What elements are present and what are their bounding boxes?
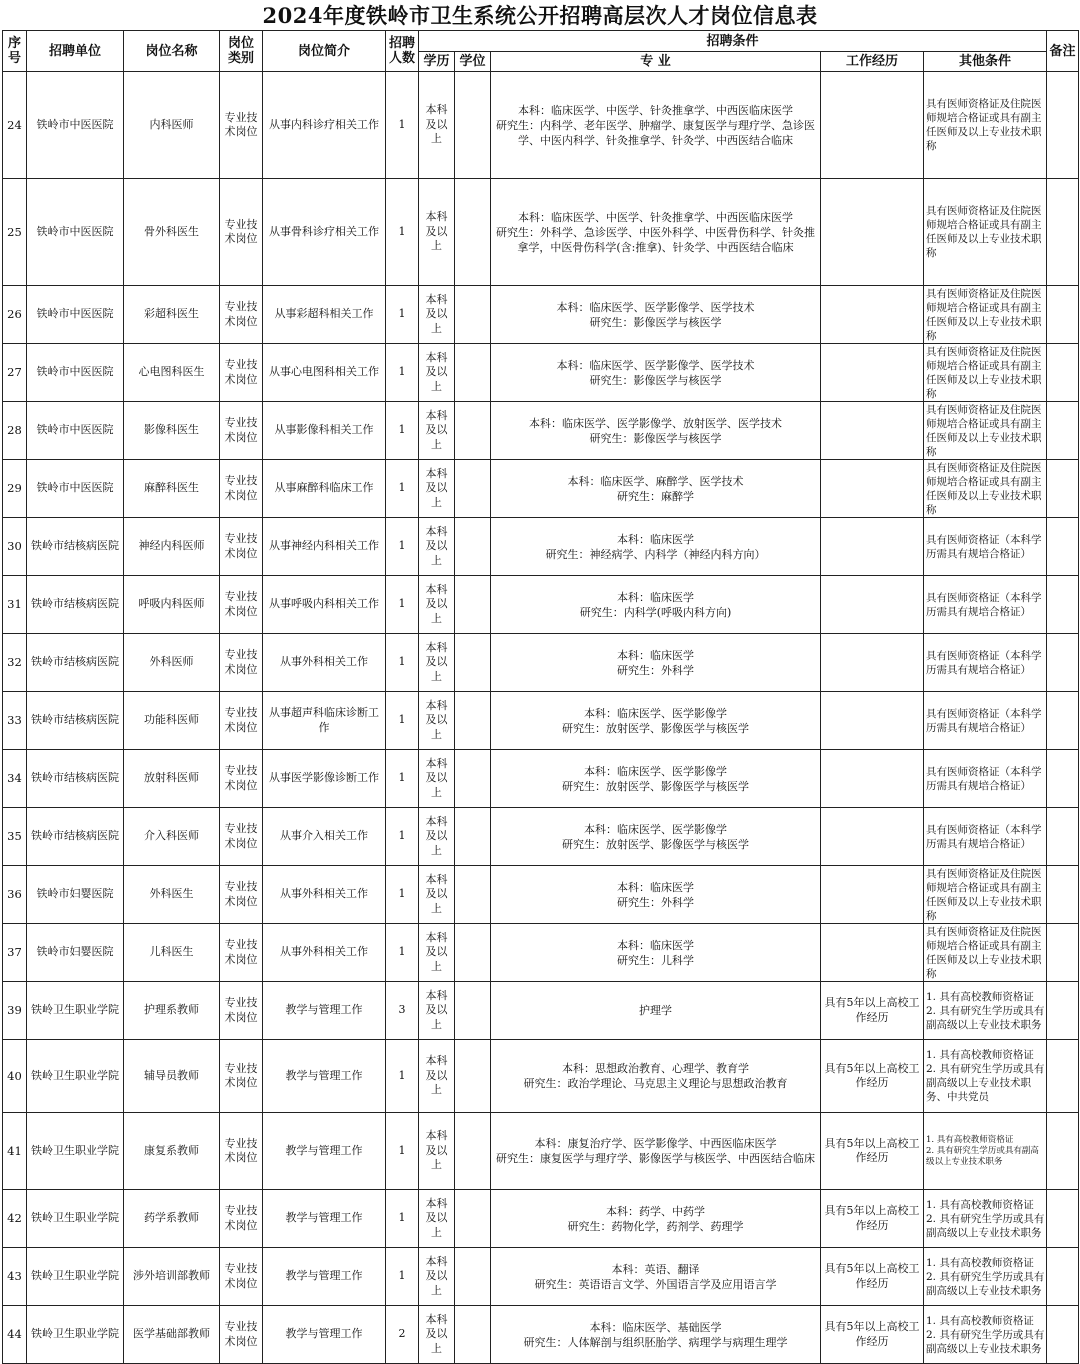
cell-experience xyxy=(821,460,924,518)
cell-education: 本科及以上 xyxy=(419,1248,455,1306)
cell-major: 本科：临床医学 研究生：外科学 xyxy=(491,866,821,924)
table-row xyxy=(3,576,1079,634)
cell-other: 1. 具有高校教师资格证 2. 具有研究生学历或具有副高级以上专业技术职务 xyxy=(924,1190,1047,1248)
cell-position: 骨外科医生 xyxy=(124,179,220,286)
cell-education: 本科及以上 xyxy=(419,924,455,982)
cell-education: 本科及以上 xyxy=(419,576,455,634)
cell-degree xyxy=(455,1190,491,1248)
header-intro: 岗位简介 xyxy=(263,31,386,72)
cell-position: 外科医生 xyxy=(124,866,220,924)
cell-remark xyxy=(1047,344,1079,402)
cell-intro: 教学与管理工作 xyxy=(263,982,386,1040)
table-row xyxy=(3,866,1079,924)
cell-experience xyxy=(821,634,924,692)
cell-count: 1 xyxy=(386,924,419,982)
cell-experience: 具有5年以上高校工作经历 xyxy=(821,982,924,1040)
cell-seq: 34 xyxy=(3,750,27,808)
table-row xyxy=(3,1113,1079,1190)
cell-other: 具有医师资格证（本科学历需具有规培合格证） xyxy=(924,634,1047,692)
cell-intro: 从事心电图科相关工作 xyxy=(263,344,386,402)
cell-remark xyxy=(1047,866,1079,924)
cell-unit: 铁岭市结核病医院 xyxy=(27,634,124,692)
cell-experience xyxy=(821,402,924,460)
cell-position: 儿科医生 xyxy=(124,924,220,982)
table-row xyxy=(3,460,1079,518)
cell-remark xyxy=(1047,1248,1079,1306)
cell-count: 1 xyxy=(386,1040,419,1113)
cell-seq: 27 xyxy=(3,344,27,402)
cell-remark xyxy=(1047,808,1079,866)
cell-position: 辅导员教师 xyxy=(124,1040,220,1113)
cell-remark xyxy=(1047,924,1079,982)
cell-major: 本科：临床医学、麻醉学、医学技术 研究生：麻醉学 xyxy=(491,460,821,518)
cell-unit: 铁岭市中医医院 xyxy=(27,286,124,344)
cell-intro: 从事神经内科相关工作 xyxy=(263,518,386,576)
cell-degree xyxy=(455,692,491,750)
cell-seq: 35 xyxy=(3,808,27,866)
cell-count: 1 xyxy=(386,1190,419,1248)
cell-other: 1. 具有高校教师资格证 2. 具有研究生学历或具有副高级以上专业技术职务 xyxy=(924,982,1047,1040)
cell-category: 专业技术岗位 xyxy=(220,1040,263,1113)
cell-unit: 铁岭市结核病医院 xyxy=(27,576,124,634)
cell-intro: 教学与管理工作 xyxy=(263,1113,386,1190)
cell-seq: 31 xyxy=(3,576,27,634)
cell-intro: 从事麻醉科临床工作 xyxy=(263,460,386,518)
table-row xyxy=(3,286,1079,344)
page-title: 2024年度铁岭市卫生系统公开招聘高层次人才岗位信息表 xyxy=(262,3,818,28)
cell-remark xyxy=(1047,750,1079,808)
cell-degree xyxy=(455,1248,491,1306)
cell-education: 本科及以上 xyxy=(419,518,455,576)
cell-degree xyxy=(455,286,491,344)
cell-experience: 具有5年以上高校工作经历 xyxy=(821,1113,924,1190)
cell-count: 1 xyxy=(386,576,419,634)
cell-unit: 铁岭市中医医院 xyxy=(27,460,124,518)
cell-education: 本科及以上 xyxy=(419,344,455,402)
cell-unit: 铁岭卫生职业学院 xyxy=(27,1306,124,1364)
cell-unit: 铁岭市妇婴医院 xyxy=(27,924,124,982)
cell-other: 具有医师资格证（本科学历需具有规培合格证） xyxy=(924,692,1047,750)
cell-degree xyxy=(455,1306,491,1364)
table-row xyxy=(3,1040,1079,1113)
cell-major: 本科：临床医学、中医学、针灸推拿学、中西医临床医学 研究生：内科学、老年医学、肿瘤学、康复医学与理疗学、急诊医学、中医内科学、针灸推拿学、针灸学、中西医结合临床 xyxy=(491,72,821,179)
cell-category: 专业技术岗位 xyxy=(220,344,263,402)
header-experience: 工作经历 xyxy=(821,52,924,72)
cell-remark xyxy=(1047,1113,1079,1190)
cell-other: 具有医师资格证及住院医师规培合格证或具有副主任医师及以上专业技术职称 xyxy=(924,72,1047,179)
cell-category: 专业技术岗位 xyxy=(220,576,263,634)
cell-remark xyxy=(1047,286,1079,344)
cell-degree xyxy=(455,866,491,924)
header-conditions: 招聘条件 xyxy=(419,31,1047,52)
cell-count: 3 xyxy=(386,982,419,1040)
cell-category: 专业技术岗位 xyxy=(220,692,263,750)
cell-category: 专业技术岗位 xyxy=(220,72,263,179)
cell-experience xyxy=(821,286,924,344)
cell-count: 1 xyxy=(386,692,419,750)
cell-count: 1 xyxy=(386,286,419,344)
cell-education: 本科及以上 xyxy=(419,634,455,692)
cell-intro: 从事超声科临床诊断工作 xyxy=(263,692,386,750)
table-row xyxy=(3,924,1079,982)
cell-category: 专业技术岗位 xyxy=(220,179,263,286)
cell-position: 药学系教师 xyxy=(124,1190,220,1248)
header-major: 专 业 xyxy=(491,52,821,72)
cell-unit: 铁岭卫生职业学院 xyxy=(27,1248,124,1306)
cell-remark xyxy=(1047,518,1079,576)
cell-education: 本科及以上 xyxy=(419,1190,455,1248)
cell-education: 本科及以上 xyxy=(419,286,455,344)
table-row xyxy=(3,692,1079,750)
cell-unit: 铁岭市中医医院 xyxy=(27,402,124,460)
header-unit: 招聘单位 xyxy=(27,31,124,72)
cell-major: 本科：英语、翻译 研究生：英语语言文学、外国语言学及应用语言学 xyxy=(491,1248,821,1306)
cell-other: 1. 具有高校教师资格证 2. 具有研究生学历或具有副高级以上专业技术职务、中共党员 xyxy=(924,1040,1047,1113)
cell-category: 专业技术岗位 xyxy=(220,1248,263,1306)
cell-other: 具有医师资格证及住院医师规培合格证或具有副主任医师及以上专业技术职称 xyxy=(924,179,1047,286)
cell-remark xyxy=(1047,1190,1079,1248)
cell-education: 本科及以上 xyxy=(419,808,455,866)
cell-degree xyxy=(455,1040,491,1113)
cell-major: 本科：临床医学、医学影像学 研究生：放射医学、影像医学与核医学 xyxy=(491,692,821,750)
cell-position: 神经内科医师 xyxy=(124,518,220,576)
cell-degree xyxy=(455,634,491,692)
cell-count: 1 xyxy=(386,518,419,576)
cell-education: 本科及以上 xyxy=(419,460,455,518)
cell-position: 呼吸内科医师 xyxy=(124,576,220,634)
cell-other: 具有医师资格证（本科学历需具有规培合格证） xyxy=(924,518,1047,576)
cell-category: 专业技术岗位 xyxy=(220,866,263,924)
header-count: 招聘人数 xyxy=(386,31,419,72)
cell-intro: 从事外科相关工作 xyxy=(263,866,386,924)
header-degree: 学位 xyxy=(455,52,491,72)
cell-count: 1 xyxy=(386,179,419,286)
cell-seq: 30 xyxy=(3,518,27,576)
cell-category: 专业技术岗位 xyxy=(220,286,263,344)
cell-major: 本科：临床医学、基础医学 研究生：人体解剖与组织胚胎学、病理学与病理生理学 xyxy=(491,1306,821,1364)
cell-seq: 32 xyxy=(3,634,27,692)
cell-unit: 铁岭卫生职业学院 xyxy=(27,1190,124,1248)
header-education: 学历 xyxy=(419,52,455,72)
cell-other: 具有医师资格证及住院医师规培合格证或具有副主任医师及以上专业技术职称 xyxy=(924,402,1047,460)
cell-other: 具有医师资格证（本科学历需具有规培合格证） xyxy=(924,808,1047,866)
cell-seq: 36 xyxy=(3,866,27,924)
cell-position: 外科医师 xyxy=(124,634,220,692)
header-category: 岗位类别 xyxy=(220,31,263,72)
cell-position: 功能科医师 xyxy=(124,692,220,750)
cell-major: 本科：思想政治教育、心理学、教育学 研究生：政治学理论、马克思主义理论与思想政治教育 xyxy=(491,1040,821,1113)
header-remark: 备注 xyxy=(1047,31,1079,72)
cell-experience xyxy=(821,344,924,402)
cell-seq: 25 xyxy=(3,179,27,286)
cell-degree xyxy=(455,808,491,866)
cell-position: 护理系教师 xyxy=(124,982,220,1040)
cell-other: 1. 具有高校教师资格证 2. 具有研究生学历或具有副高级以上专业技术职务 xyxy=(924,1306,1047,1364)
cell-unit: 铁岭市结核病医院 xyxy=(27,750,124,808)
cell-seq: 42 xyxy=(3,1190,27,1248)
cell-category: 专业技术岗位 xyxy=(220,402,263,460)
cell-unit: 铁岭市中医医院 xyxy=(27,179,124,286)
cell-position: 影像科医生 xyxy=(124,402,220,460)
cell-degree xyxy=(455,750,491,808)
cell-unit: 铁岭卫生职业学院 xyxy=(27,1040,124,1113)
cell-category: 专业技术岗位 xyxy=(220,518,263,576)
cell-remark xyxy=(1047,1306,1079,1364)
cell-education: 本科及以上 xyxy=(419,866,455,924)
cell-experience xyxy=(821,692,924,750)
cell-other: 具有医师资格证（本科学历需具有规培合格证） xyxy=(924,576,1047,634)
cell-intro: 教学与管理工作 xyxy=(263,1248,386,1306)
header-row-1 xyxy=(3,31,1079,52)
cell-degree xyxy=(455,179,491,286)
cell-education: 本科及以上 xyxy=(419,1306,455,1364)
cell-experience xyxy=(821,518,924,576)
cell-seq: 29 xyxy=(3,460,27,518)
cell-major: 本科：临床医学 研究生：外科学 xyxy=(491,634,821,692)
cell-major: 本科：临床医学 研究生：神经病学、内科学（神经内科方向） xyxy=(491,518,821,576)
table-row xyxy=(3,1190,1079,1248)
cell-remark xyxy=(1047,634,1079,692)
cell-intro: 从事内科诊疗相关工作 xyxy=(263,72,386,179)
cell-seq: 41 xyxy=(3,1113,27,1190)
cell-other: 具有医师资格证（本科学历需具有规培合格证） xyxy=(924,750,1047,808)
cell-category: 专业技术岗位 xyxy=(220,634,263,692)
cell-degree xyxy=(455,72,491,179)
cell-education: 本科及以上 xyxy=(419,179,455,286)
cell-major: 本科：临床医学 研究生：内科学(呼吸内科方向) xyxy=(491,576,821,634)
cell-remark xyxy=(1047,179,1079,286)
cell-remark xyxy=(1047,460,1079,518)
cell-degree xyxy=(455,460,491,518)
cell-education: 本科及以上 xyxy=(419,750,455,808)
cell-position: 放射科医师 xyxy=(124,750,220,808)
cell-category: 专业技术岗位 xyxy=(220,1306,263,1364)
cell-remark xyxy=(1047,1040,1079,1113)
cell-intro: 从事彩超科相关工作 xyxy=(263,286,386,344)
cell-experience: 具有5年以上高校工作经历 xyxy=(821,1040,924,1113)
cell-unit: 铁岭市结核病医院 xyxy=(27,518,124,576)
cell-other: 具有医师资格证及住院医师规培合格证或具有副主任医师及以上专业技术职称 xyxy=(924,460,1047,518)
cell-experience: 具有5年以上高校工作经历 xyxy=(821,1248,924,1306)
table-row xyxy=(3,179,1079,286)
cell-degree xyxy=(455,518,491,576)
header-other: 其他条件 xyxy=(924,52,1047,72)
cell-category: 专业技术岗位 xyxy=(220,460,263,518)
cell-experience xyxy=(821,750,924,808)
cell-intro: 教学与管理工作 xyxy=(263,1040,386,1113)
cell-intro: 从事介入相关工作 xyxy=(263,808,386,866)
cell-position: 内科医师 xyxy=(124,72,220,179)
cell-intro: 从事外科相关工作 xyxy=(263,924,386,982)
cell-unit: 铁岭市中医医院 xyxy=(27,72,124,179)
cell-intro: 教学与管理工作 xyxy=(263,1306,386,1364)
cell-education: 本科及以上 xyxy=(419,1040,455,1113)
cell-major: 本科：临床医学、医学影像学、放射医学、医学技术 研究生：影像医学与核医学 xyxy=(491,402,821,460)
cell-other: 具有医师资格证及住院医师规培合格证或具有副主任医师及以上专业技术职称 xyxy=(924,866,1047,924)
cell-intro: 教学与管理工作 xyxy=(263,1190,386,1248)
cell-degree xyxy=(455,982,491,1040)
cell-position: 康复系教师 xyxy=(124,1113,220,1190)
cell-category: 专业技术岗位 xyxy=(220,1190,263,1248)
cell-degree xyxy=(455,1113,491,1190)
cell-education: 本科及以上 xyxy=(419,402,455,460)
cell-count: 1 xyxy=(386,402,419,460)
cell-unit: 铁岭市中医医院 xyxy=(27,344,124,402)
cell-major: 本科：临床医学、医学影像学 研究生：放射医学、影像医学与核医学 xyxy=(491,808,821,866)
cell-major: 本科：康复治疗学、医学影像学、中西医临床医学 研究生：康复医学与理疗学、影像医学与核医学、中西医结合临床 xyxy=(491,1113,821,1190)
cell-experience xyxy=(821,576,924,634)
table-row xyxy=(3,982,1079,1040)
cell-count: 1 xyxy=(386,866,419,924)
cell-degree xyxy=(455,402,491,460)
cell-count: 1 xyxy=(386,750,419,808)
cell-position: 心电图科医生 xyxy=(124,344,220,402)
cell-category: 专业技术岗位 xyxy=(220,750,263,808)
cell-category: 专业技术岗位 xyxy=(220,982,263,1040)
table-row xyxy=(3,1248,1079,1306)
cell-position: 麻醉科医生 xyxy=(124,460,220,518)
cell-major: 本科：临床医学、医学影像学 研究生：放射医学、影像医学与核医学 xyxy=(491,750,821,808)
cell-other: 1. 具有高校教师资格证 2. 具有研究生学历或具有副高级以上专业技术职务 xyxy=(924,1113,1047,1190)
cell-intro: 从事影像科相关工作 xyxy=(263,402,386,460)
cell-other: 具有医师资格证及住院医师规培合格证或具有副主任医师及以上专业技术职称 xyxy=(924,344,1047,402)
cell-other: 具有医师资格证及住院医师规培合格证或具有副主任医师及以上专业技术职称 xyxy=(924,924,1047,982)
cell-count: 1 xyxy=(386,1113,419,1190)
cell-count: 2 xyxy=(386,1306,419,1364)
table-row xyxy=(3,1306,1079,1364)
cell-count: 1 xyxy=(386,344,419,402)
header-seq: 序号 xyxy=(3,31,27,72)
cell-education: 本科及以上 xyxy=(419,982,455,1040)
cell-other: 1. 具有高校教师资格证 2. 具有研究生学历或具有副高级以上专业技术职务 xyxy=(924,1248,1047,1306)
cell-experience xyxy=(821,924,924,982)
cell-remark xyxy=(1047,692,1079,750)
cell-remark xyxy=(1047,982,1079,1040)
table-row xyxy=(3,518,1079,576)
cell-experience xyxy=(821,72,924,179)
table-body xyxy=(3,72,1079,1364)
cell-seq: 33 xyxy=(3,692,27,750)
cell-category: 专业技术岗位 xyxy=(220,1113,263,1190)
cell-remark xyxy=(1047,72,1079,179)
cell-count: 1 xyxy=(386,634,419,692)
cell-count: 1 xyxy=(386,72,419,179)
cell-remark xyxy=(1047,576,1079,634)
table-row xyxy=(3,72,1079,179)
cell-remark xyxy=(1047,402,1079,460)
cell-seq: 39 xyxy=(3,982,27,1040)
cell-experience xyxy=(821,866,924,924)
cell-experience: 具有5年以上高校工作经历 xyxy=(821,1190,924,1248)
cell-degree xyxy=(455,576,491,634)
cell-count: 1 xyxy=(386,460,419,518)
cell-unit: 铁岭市结核病医院 xyxy=(27,692,124,750)
cell-degree xyxy=(455,924,491,982)
cell-experience xyxy=(821,179,924,286)
table-row xyxy=(3,750,1079,808)
cell-count: 1 xyxy=(386,808,419,866)
cell-seq: 24 xyxy=(3,72,27,179)
cell-seq: 44 xyxy=(3,1306,27,1364)
cell-education: 本科及以上 xyxy=(419,72,455,179)
cell-unit: 铁岭市结核病医院 xyxy=(27,808,124,866)
cell-seq: 40 xyxy=(3,1040,27,1113)
cell-experience xyxy=(821,808,924,866)
cell-degree xyxy=(455,344,491,402)
cell-position: 介入科医师 xyxy=(124,808,220,866)
cell-major: 护理学 xyxy=(491,982,821,1040)
cell-seq: 26 xyxy=(3,286,27,344)
header-position: 岗位名称 xyxy=(124,31,220,72)
cell-major: 本科：临床医学、医学影像学、医学技术 研究生：影像医学与核医学 xyxy=(491,344,821,402)
cell-category: 专业技术岗位 xyxy=(220,808,263,866)
cell-major: 本科：临床医学 研究生：儿科学 xyxy=(491,924,821,982)
cell-intro: 从事呼吸内科相关工作 xyxy=(263,576,386,634)
cell-position: 涉外培训部教师 xyxy=(124,1248,220,1306)
cell-major: 本科：临床医学、中医学、针灸推拿学、中西医临床医学 研究生：外科学、急诊医学、中医外科学、中医骨伤科学、针灸推拿学，中医骨伤科学(含:推拿)、针灸学、中西医结合临床 xyxy=(491,179,821,286)
cell-intro: 从事外科相关工作 xyxy=(263,634,386,692)
table-row xyxy=(3,808,1079,866)
cell-education: 本科及以上 xyxy=(419,1113,455,1190)
cell-major: 本科：临床医学、医学影像学、医学技术 研究生：影像医学与核医学 xyxy=(491,286,821,344)
cell-position: 彩超科医生 xyxy=(124,286,220,344)
cell-count: 1 xyxy=(386,1248,419,1306)
cell-other: 具有医师资格证及住院医师规培合格证或具有副主任医师及以上专业技术职称 xyxy=(924,286,1047,344)
cell-intro: 从事骨科诊疗相关工作 xyxy=(263,179,386,286)
cell-seq: 37 xyxy=(3,924,27,982)
cell-category: 专业技术岗位 xyxy=(220,924,263,982)
cell-seq: 43 xyxy=(3,1248,27,1306)
cell-unit: 铁岭卫生职业学院 xyxy=(27,1113,124,1190)
cell-unit: 铁岭卫生职业学院 xyxy=(27,982,124,1040)
cell-seq: 28 xyxy=(3,402,27,460)
cell-unit: 铁岭市妇婴医院 xyxy=(27,866,124,924)
cell-major: 本科：药学、中药学 研究生：药物化学，药剂学、药理学 xyxy=(491,1190,821,1248)
cell-intro: 从事医学影像诊断工作 xyxy=(263,750,386,808)
cell-experience: 具有5年以上高校工作经历 xyxy=(821,1306,924,1364)
table-row xyxy=(3,344,1079,402)
positions-table xyxy=(2,30,1079,1364)
cell-education: 本科及以上 xyxy=(419,692,455,750)
cell-position: 医学基础部教师 xyxy=(124,1306,220,1364)
table-row xyxy=(3,402,1079,460)
table-row xyxy=(3,634,1079,692)
